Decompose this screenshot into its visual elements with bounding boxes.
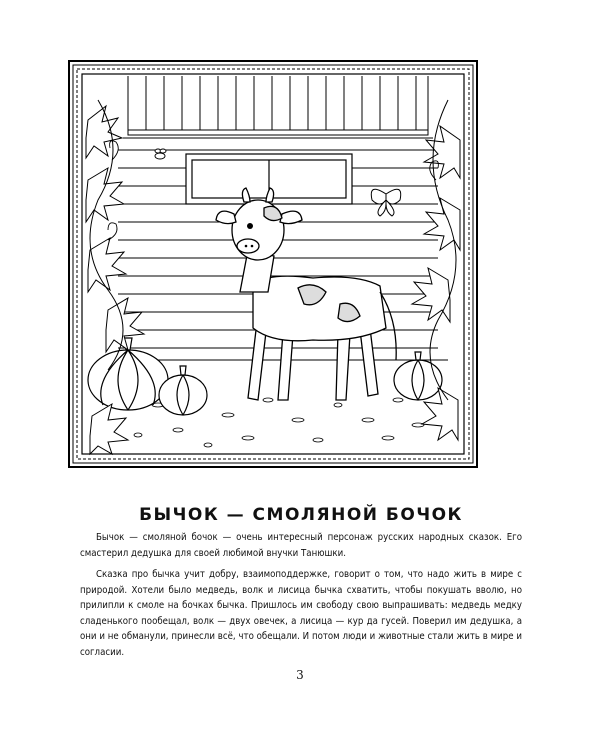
page-number: 3: [296, 668, 304, 682]
calf-and-barn-drawing: [68, 60, 478, 468]
coloring-illustration: [68, 60, 478, 468]
story-title: БЫЧОК — СМОЛЯНОЙ БОЧОК: [139, 505, 463, 525]
intro-paragraph: Бычок — смоляной бочок — очень интересный персонаж русских народных сказок. Его смастерил дедушка для своей любимой внучки Танюшки.: [80, 532, 522, 559]
story-paragraph: Сказка про бычка учит добру, взаимоподдержке, говорит о том, что надо жить в мире с природой. Хотели было медведь, волк и лисица бычка схватить, чтобы покушать вволю, но прилипли к смоле на бочках бычка. Пришлось им свободу свою выпрашивать: медведь медку сладенького пообещал, волк — двух овечек, а лисица — кур да гусей. Поверил им дедушка, а они и не обманули, принесли всё, что обещали. И потом люди и животные стали жить в мире и согласии.: [80, 569, 522, 658]
story-text: [80, 530, 522, 660]
